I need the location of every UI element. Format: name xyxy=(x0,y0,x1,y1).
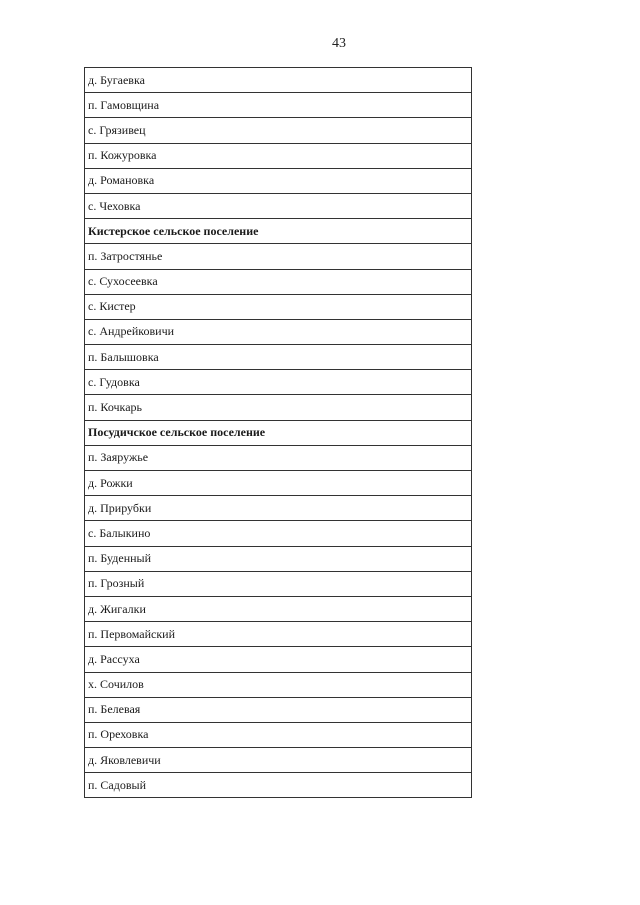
page-number: 43 xyxy=(332,36,346,51)
table-row: д. Прирубки xyxy=(85,496,471,521)
table-row: п. Кожуровка xyxy=(85,144,471,169)
table-row: п. Грозный xyxy=(85,572,471,597)
table-row: с. Сухосеевка xyxy=(85,270,471,295)
table-row: д. Рожки xyxy=(85,471,471,496)
table-row: х. Сочилов xyxy=(85,673,471,698)
section-header-row: Посудичское сельское поселение xyxy=(85,421,471,446)
table-row: д. Жигалки xyxy=(85,597,471,622)
table-row: п. Буденный xyxy=(85,547,471,572)
table-row: п. Белевая xyxy=(85,698,471,723)
table-row: п. Гамовщина xyxy=(85,93,471,118)
table-row: д. Бугаевка xyxy=(85,68,471,93)
table-row: с. Балыкино xyxy=(85,521,471,546)
table-row: д. Яковлевичи xyxy=(85,748,471,773)
table-row: с. Чеховка xyxy=(85,194,471,219)
table-row: п. Садовый xyxy=(85,773,471,798)
settlements-table xyxy=(84,67,472,798)
section-header-row: Кистерское сельское поселение xyxy=(85,219,471,244)
table-row: с. Андрейковичи xyxy=(85,320,471,345)
table-row: п. Ореховка xyxy=(85,723,471,748)
table-row: п. Кочкарь xyxy=(85,395,471,420)
table-row: д. Рассуха xyxy=(85,647,471,672)
table-row: с. Грязивец xyxy=(85,118,471,143)
table-row: п. Заяружье xyxy=(85,446,471,471)
table-row: с. Гудовка xyxy=(85,370,471,395)
table-row: д. Романовка xyxy=(85,169,471,194)
table-row: п. Балышовка xyxy=(85,345,471,370)
table-row: с. Кистер xyxy=(85,295,471,320)
table-row: п. Первомайский xyxy=(85,622,471,647)
table-row: п. Затростянье xyxy=(85,244,471,269)
